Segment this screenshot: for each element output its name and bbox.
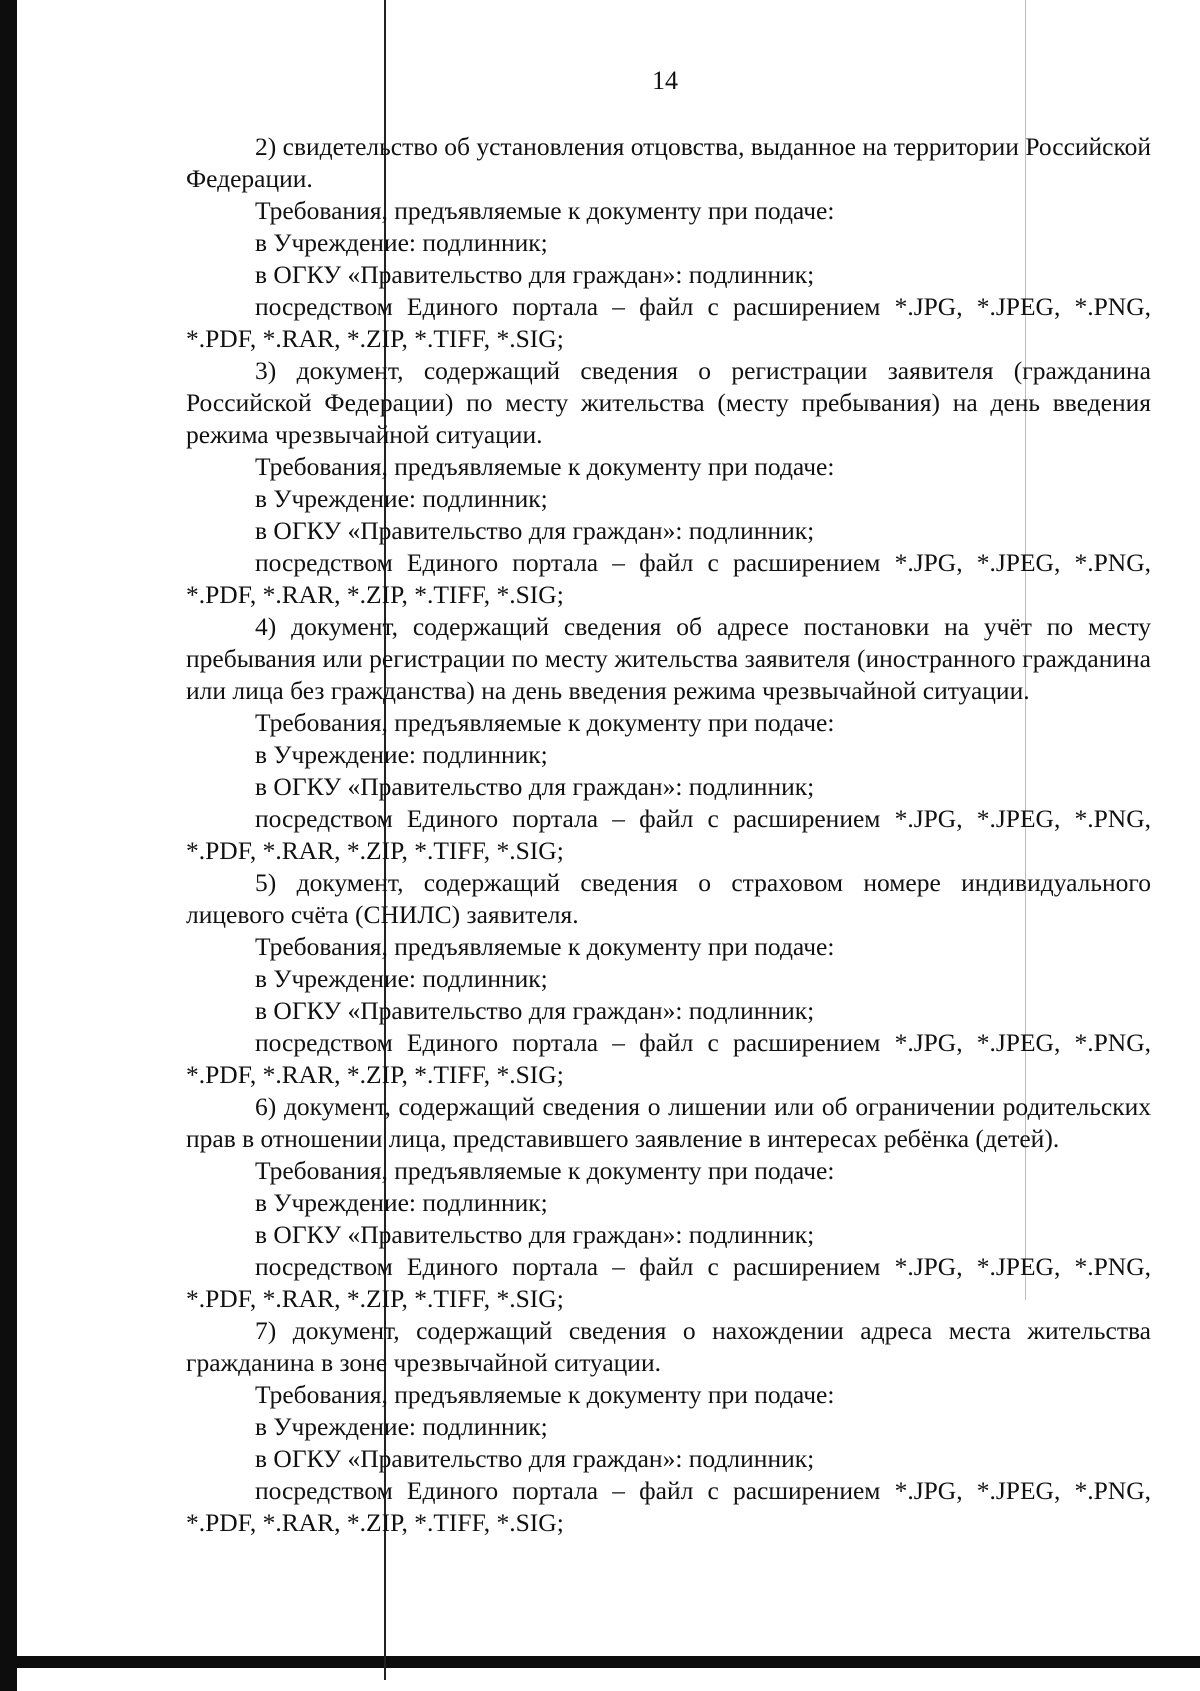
paragraph: в ОГКУ «Правительство для граждан»: подлинник; [255, 1444, 815, 1473]
scan-bottom-edge [0, 1656, 1200, 1668]
paragraph: Требования, предъявляемые к документу при подаче: [255, 452, 835, 481]
paragraph: в ОГКУ «Правительство для граждан»: подлинник; [255, 516, 815, 545]
scan-left-edge [0, 0, 17, 1691]
paragraph: в Учреждение: подлинник; [255, 964, 548, 993]
paragraph: в Учреждение: подлинник; [255, 1188, 548, 1217]
paragraph: Требования, предъявляемые к документу при подаче: [255, 1156, 835, 1185]
paragraph: в ОГКУ «Правительство для граждан»: подлинник; [255, 996, 815, 1025]
paragraph: в Учреждение: подлинник; [255, 484, 548, 513]
paragraph: Требования, предъявляемые к документу при подаче: [255, 708, 835, 737]
paragraph: в ОГКУ «Правительство для граждан»: подлинник; [255, 260, 815, 289]
paragraph: Требования, предъявляемые к документу при подаче: [255, 1380, 835, 1409]
paragraph: в Учреждение: подлинник; [255, 1412, 548, 1441]
paragraph: посредством Единого портала – файл с расширением *.JPG, *.JPEG, *.PNG, *.PDF, *.RAR, *.ZIP, *.TIFF, *.SIG; [186, 1028, 1151, 1089]
paragraph: посредством Единого портала – файл с расширением *.JPG, *.JPEG, *.PNG, *.PDF, *.RAR, *.ZIP, *.TIFF, *.SIG; [186, 1476, 1151, 1537]
paragraph: в ОГКУ «Правительство для граждан»: подлинник; [255, 772, 815, 801]
paragraph: в Учреждение: подлинник; [255, 740, 548, 769]
paragraph: в ОГКУ «Правительство для граждан»: подлинник; [255, 1220, 815, 1249]
paragraph: посредством Единого портала – файл с расширением *.JPG, *.JPEG, *.PNG, *.PDF, *.RAR, *.ZIP, *.TIFF, *.SIG; [186, 548, 1151, 609]
paragraph: посредством Единого портала – файл с расширением *.JPG, *.JPEG, *.PNG, *.PDF, *.RAR, *.ZIP, *.TIFF, *.SIG; [186, 804, 1151, 865]
paragraph: в Учреждение: подлинник; [255, 228, 548, 257]
paragraph: Требования, предъявляемые к документу при подаче: [255, 932, 835, 961]
document-body [186, 131, 1151, 1539]
paragraph: 4) документ, содержащий сведения об адресе постановки на учёт по месту пребывания или регистрации по месту жительства заявителя (иностранного гражданина или лица без гражданства) на день введения режима чрезвычайной ситуации. [186, 612, 1151, 705]
paragraph: 6) документ, содержащий сведения о лишении или об ограничении родительских прав в отношении лица, представившего заявление в интересах ребёнка (детей). [186, 1092, 1151, 1153]
paragraph: Требования, предъявляемые к документу при подаче: [255, 196, 835, 225]
page-number: 14 [652, 66, 678, 95]
paragraph: 5) документ, содержащий сведения о страховом номере индивидуального лицевого счёта (СНИЛС) заявителя. [186, 868, 1151, 929]
paragraph: 7) документ, содержащий сведения о нахождении адреса места жительства гражданина в зоне чрезвычайной ситуации. [186, 1316, 1151, 1377]
paragraph: 3) документ, содержащий сведения о регистрации заявителя (гражданина Российской Федерации) по месту жительства (месту пребывания) на день введения режима чрезвычайной ситуации. [186, 356, 1151, 449]
paragraph: посредством Единого портала – файл с расширением *.JPG, *.JPEG, *.PNG, *.PDF, *.RAR, *.ZIP, *.TIFF, *.SIG; [186, 292, 1151, 353]
paragraph: посредством Единого портала – файл с расширением *.JPG, *.JPEG, *.PNG, *.PDF, *.RAR, *.ZIP, *.TIFF, *.SIG; [186, 1252, 1151, 1313]
paragraph: 2) свидетельство об установления отцовства, выданное на территории Российской Федерации. [186, 132, 1151, 193]
